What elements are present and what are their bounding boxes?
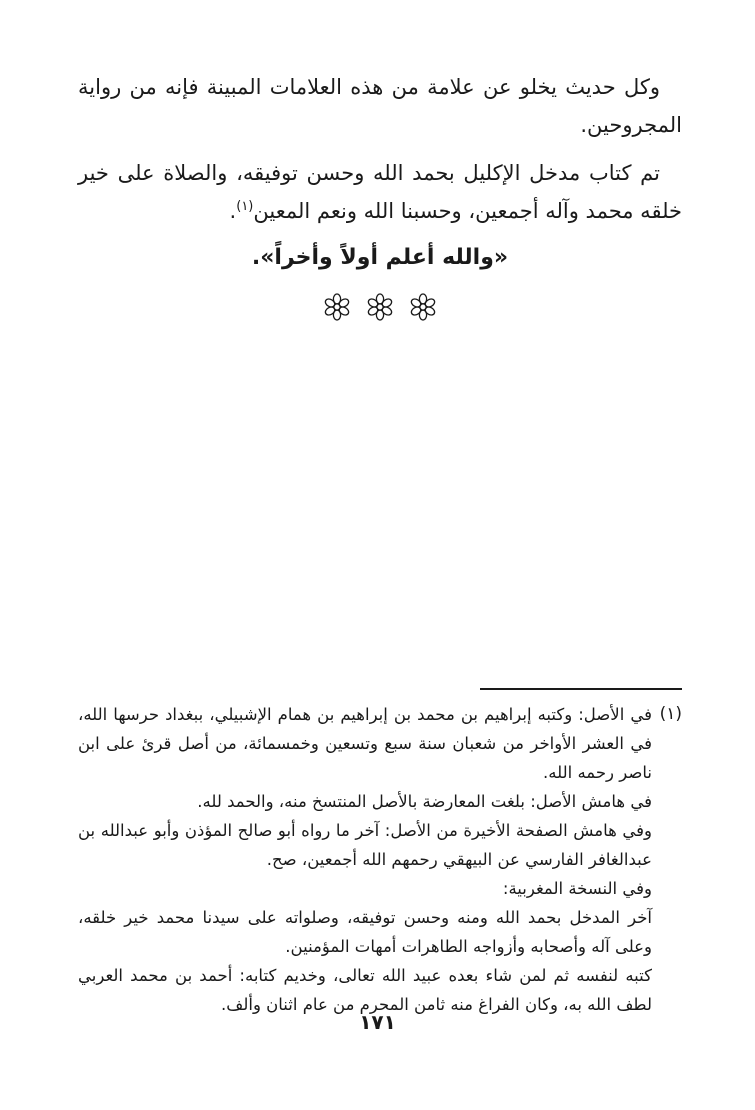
paragraph-2-body: تم كتاب مدخل الإكليل بحمد الله وحسن توفيقه، والصلاة على خير خلقه محمد وآله أجمعين، وحسبنا الله ونعم المعين (78, 161, 682, 223)
closing-line: «والله أعلم أولاً وأخراً». (251, 245, 509, 270)
footnote-text (78, 700, 652, 1019)
flower-ornament-icon (408, 292, 438, 322)
footnote-line: كتبه لنفسه ثم لمن شاء بعده عبيد الله تعالى، وخديم كتابه: أحمد بن محمد العربي لطف الله به، وكان الفراغ منه ثامن المحرم من عام اثنان وألف. (78, 966, 652, 1014)
flower-ornament-icon (322, 292, 352, 322)
footnote-1 (78, 700, 682, 1019)
page-number: ١٧١ (359, 1010, 396, 1034)
footnote-line: وفي النسخة المغربية: (502, 879, 652, 898)
footnote-number: (١) (659, 704, 682, 724)
ornament-divider (78, 292, 682, 326)
main-text (78, 68, 682, 326)
footnote-line: في الأصل: وكتبه إبراهيم بن محمد بن إبراهيم بن همام الإشبيلي، ببغداد حرسها الله، في العشر الأواخر من شعبان سنة سبع وتسعين وخمسمائة، من أصل قرئ على ابن ناصر رحمه الله. (78, 705, 652, 782)
paragraph-2 (78, 154, 682, 230)
footnote-reference[interactable]: (١) (236, 199, 254, 214)
footnote-separator (480, 688, 682, 690)
flower-ornament-icon (365, 292, 395, 322)
paragraph-2-end: . (229, 199, 237, 223)
footnote-line: وفي هامش الصفحة الأخيرة من الأصل: آخر ما رواه أبو صالح المؤذن وأبو عبدالله بن عبدالغافر الفارسي عن البيهقي رحمهم الله أجمعين، صح. (78, 821, 652, 869)
paragraph-1 (78, 68, 682, 144)
paragraph-1-text: وكل حديث يخلو عن علامة من هذه العلامات المبينة فإنه من رواية المجروحين. (78, 75, 682, 137)
footnote-line: آخر المدخل بحمد الله ومنه وحسن توفيقه، وصلواته على سيدنا محمد خير خلقه، وعلى آله وأصحابه وأزواجه الطاهرات أمهات المؤمنين. (78, 908, 652, 956)
footnote-line: في هامش الأصل: بلغت المعارضة بالأصل المنتسخ منه، والحمد لله. (197, 792, 652, 811)
paragraph-2-text (78, 154, 682, 230)
footnotes (78, 688, 682, 1019)
